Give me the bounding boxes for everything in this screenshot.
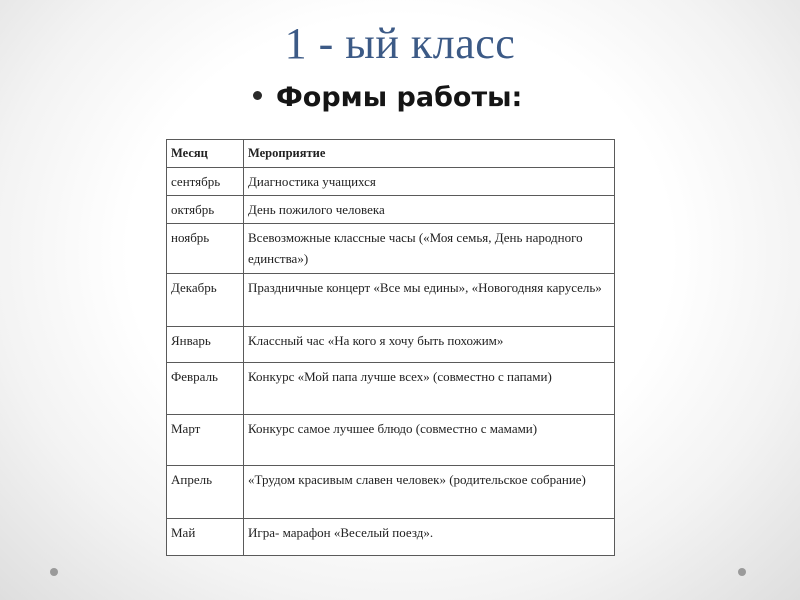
- schedule-table: [166, 139, 615, 556]
- table-header-row: [167, 140, 615, 168]
- table-row: [167, 327, 615, 363]
- event-cell: Классный час «На кого я хочу быть похожим»: [244, 327, 615, 363]
- table-row: [167, 168, 615, 196]
- event-cell: Диагностика учащихся: [244, 168, 615, 196]
- table-row: [167, 274, 615, 327]
- month-cell: Апрель: [167, 466, 244, 519]
- subtitle-text: Формы работы:: [276, 82, 523, 113]
- month-cell: сентябрь: [167, 168, 244, 196]
- month-cell: Февраль: [167, 363, 244, 415]
- header-month: Месяц: [167, 140, 244, 168]
- month-cell: Май: [167, 519, 244, 556]
- table-row: [167, 363, 615, 415]
- corner-dot-right-icon: [738, 568, 746, 576]
- event-cell: «Трудом красивым славен человек» (родительское собрание): [244, 466, 615, 519]
- bullet-point: [253, 82, 522, 113]
- month-cell: октябрь: [167, 196, 244, 224]
- month-cell: ноябрь: [167, 224, 244, 274]
- header-event: Мероприятие: [244, 140, 615, 168]
- event-cell: Игра- марафон «Веселый поезд».: [244, 519, 615, 556]
- month-cell: Март: [167, 415, 244, 466]
- event-cell: Конкурс «Мой папа лучше всех» (совместно с папами): [244, 363, 615, 415]
- table-row: [167, 466, 615, 519]
- event-cell: Всевозможные классные часы («Моя семья, День народного единства»): [244, 224, 615, 274]
- corner-dot-left-icon: [50, 568, 58, 576]
- month-cell: Январь: [167, 327, 244, 363]
- bullet-dot-icon: [253, 91, 262, 100]
- event-cell: День пожилого человека: [244, 196, 615, 224]
- slide-title: 1 - ый класс: [284, 19, 516, 68]
- event-cell: Конкурс самое лучшее блюдо (совместно с мамами): [244, 415, 615, 466]
- table-row: [167, 519, 615, 556]
- table-row: [167, 224, 615, 274]
- event-cell: Праздничные концерт «Все мы едины», «Новогодняя карусель»: [244, 274, 615, 327]
- table-row: [167, 415, 615, 466]
- table-row: [167, 196, 615, 224]
- month-cell: Декабрь: [167, 274, 244, 327]
